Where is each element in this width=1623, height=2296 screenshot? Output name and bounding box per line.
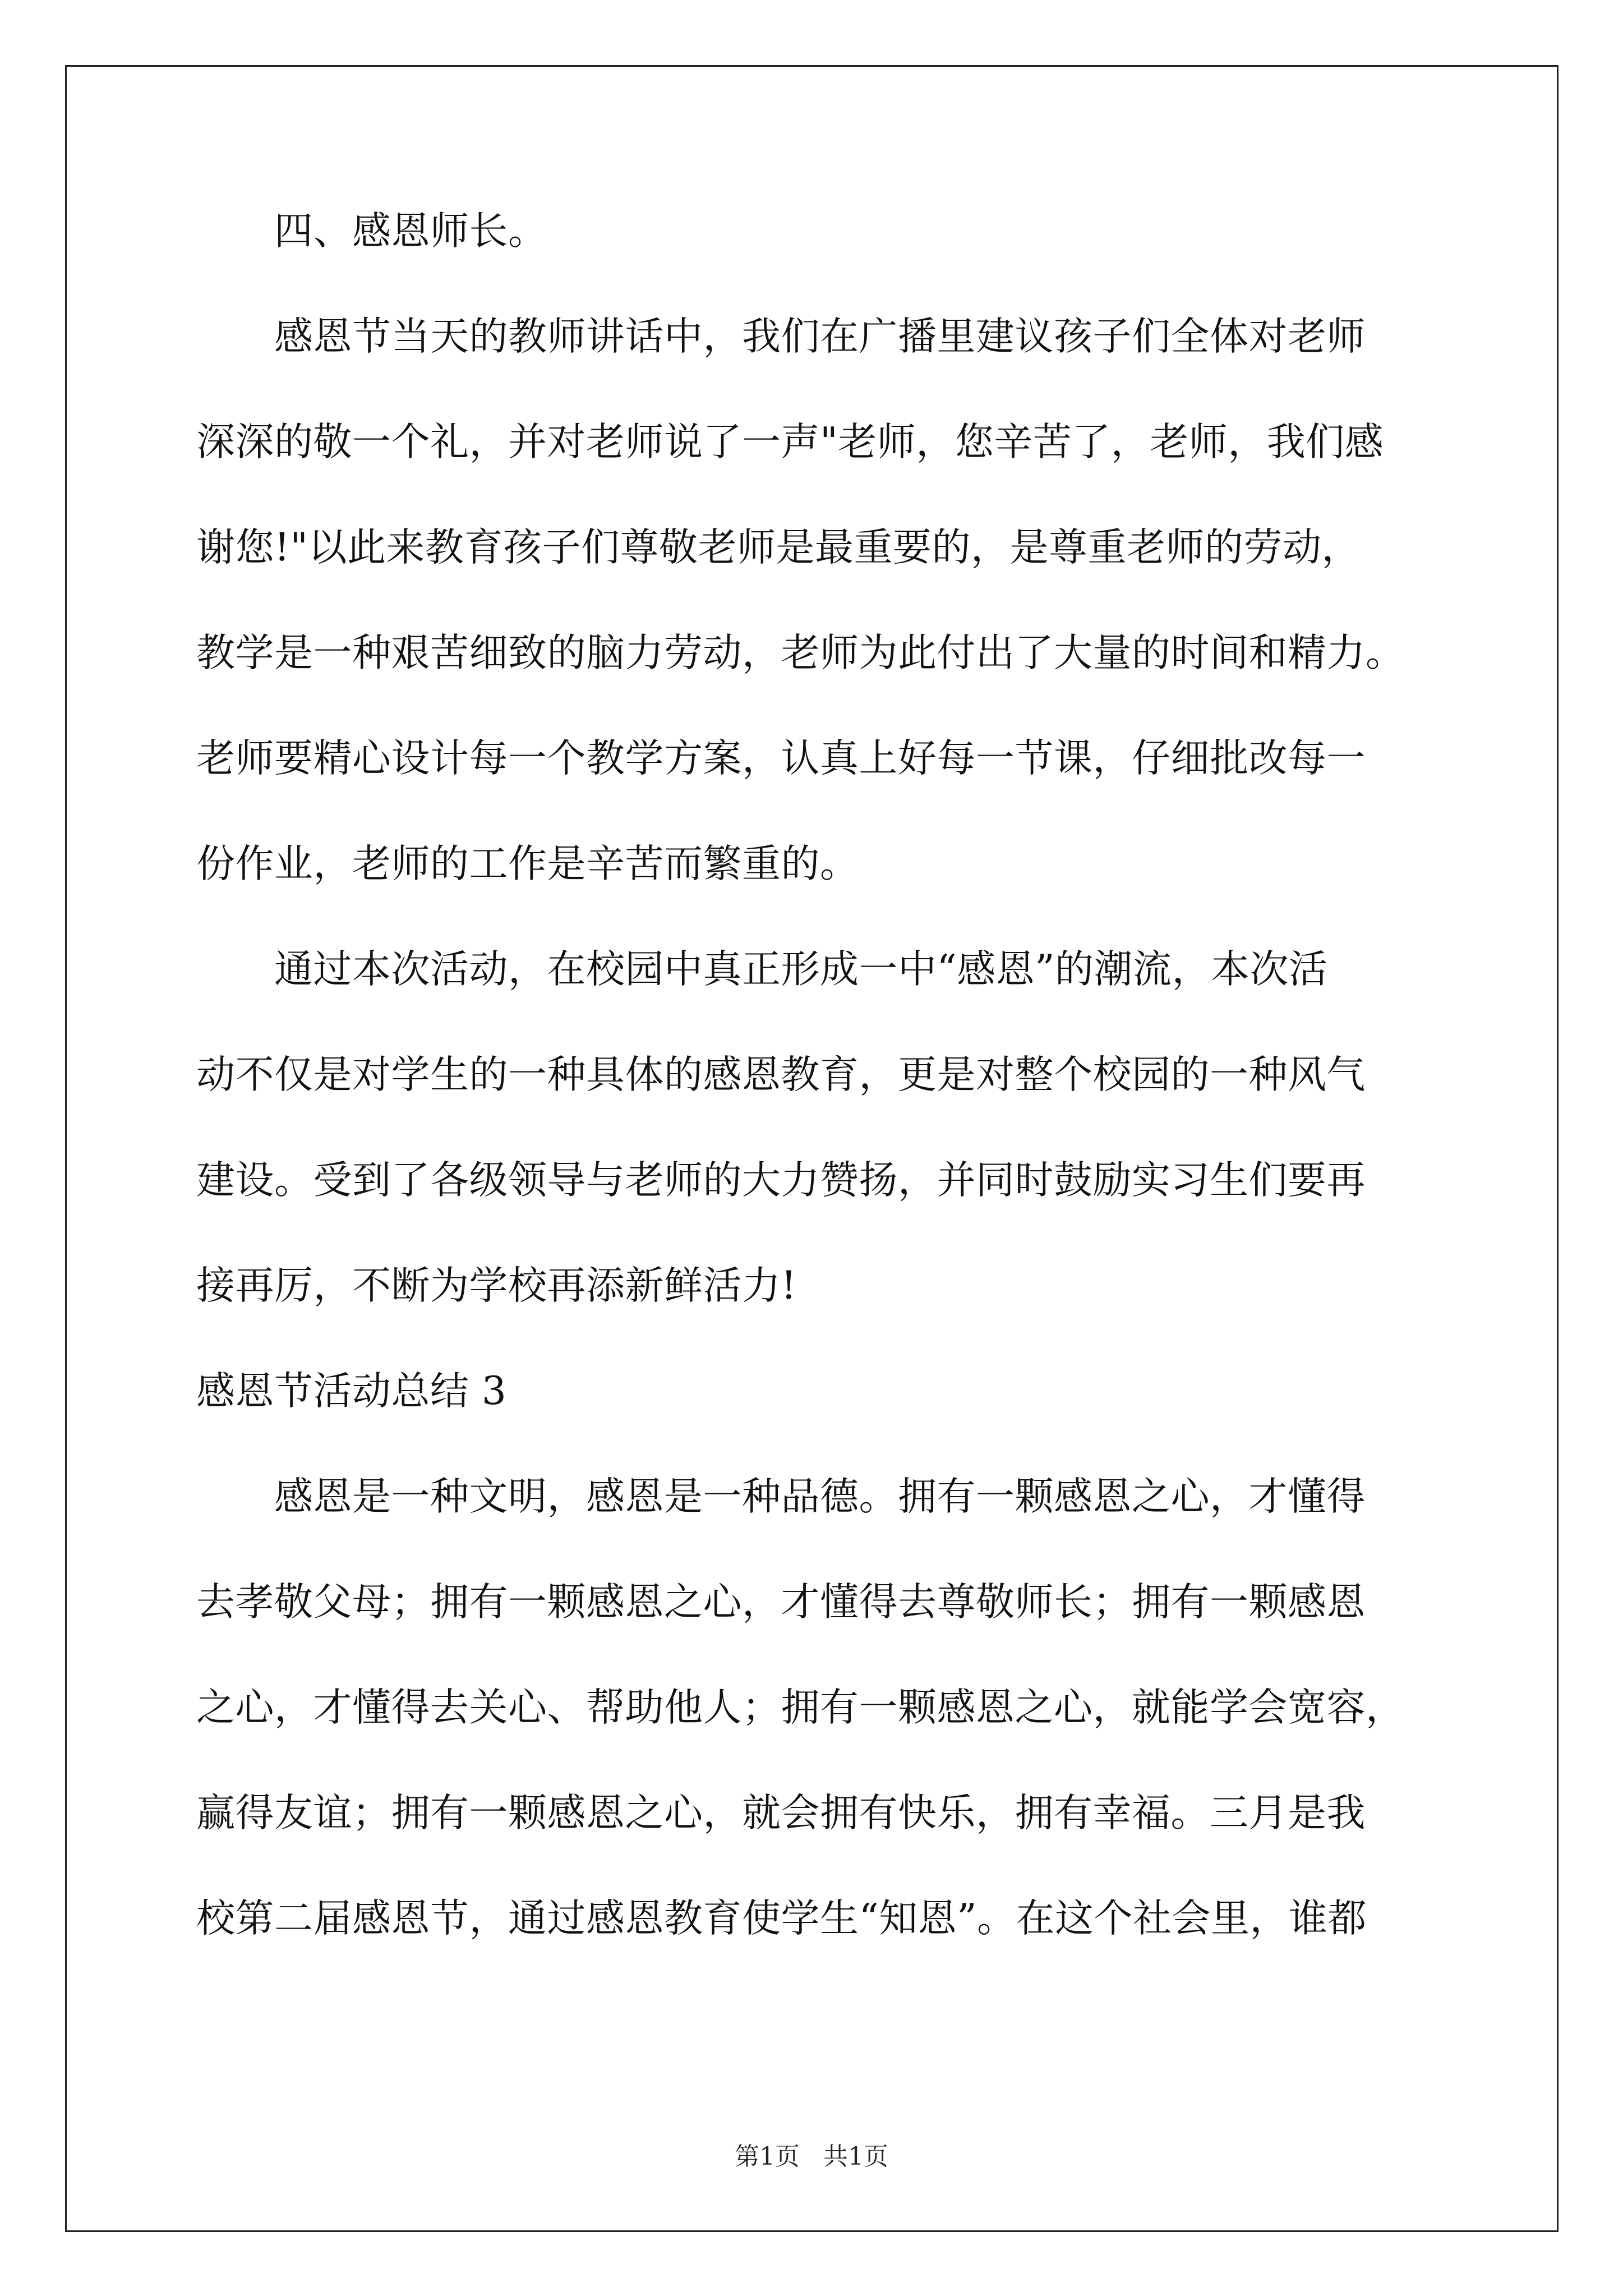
- paragraph-line: 建设。受到了各级领导与老师的大力赞扬，并同时鼓励实习生们要再: [196, 1158, 1366, 1203]
- paragraph-line: 教学是一种艰苦细致的脑力劳动，老师为此付出了大量的时间和精力。: [196, 631, 1405, 675]
- paragraph-line: 份作业，老师的工作是辛苦而繁重的。: [196, 841, 859, 886]
- paragraph-line: 赢得友谊；拥有一颗感恩之心，就会拥有快乐，拥有幸福。三月是我: [196, 1791, 1366, 1835]
- paragraph-line: 接再厉，不断为学校再添新鲜活力!: [196, 1263, 797, 1308]
- paragraph-line: 四、感恩师长。: [196, 209, 547, 254]
- paragraph-line: 校第二届感恩节，通过感恩教育使学生“知恩”。在这个社会里，谁都: [196, 1896, 1367, 1941]
- paragraph-line: 感恩节当天的教师讲话中，我们在广播里建议孩子们全体对老师: [196, 314, 1366, 359]
- paragraph-line: 之心，才懂得去关心、帮助他人；拥有一颗感恩之心，就能学会宽容，: [196, 1685, 1405, 1730]
- paragraph-line: 动不仅是对学生的一种具体的感恩教育，更是对整个校园的一种风气: [196, 1052, 1366, 1097]
- paragraph-line: 通过本次活动，在校园中真正形成一中“感恩”的潮流，本次活: [196, 947, 1328, 992]
- page-footer: 第1页 共1页: [735, 2142, 888, 2171]
- paragraph-line: 谢您!"以此来教育孩子们尊敬老师是最重要的，是尊重老师的劳动，: [196, 525, 1361, 570]
- paragraph-line: 去孝敬父母；拥有一颗感恩之心，才懂得去尊敬师长；拥有一颗感恩: [196, 1580, 1366, 1625]
- paragraph-line: 老师要精心设计每一个教学方案，认真上好每一节课，仔细批改每一: [196, 736, 1366, 781]
- paragraph-line: 深深的敬一个礼，并对老师说了一声"老师，您辛苦了，老师，我们感: [196, 420, 1384, 464]
- section-heading: 感恩节活动总结 3: [196, 1369, 507, 1414]
- paragraph-line: 感恩是一种文明，感恩是一种品德。拥有一颗感恩之心，才懂得: [196, 1474, 1366, 1519]
